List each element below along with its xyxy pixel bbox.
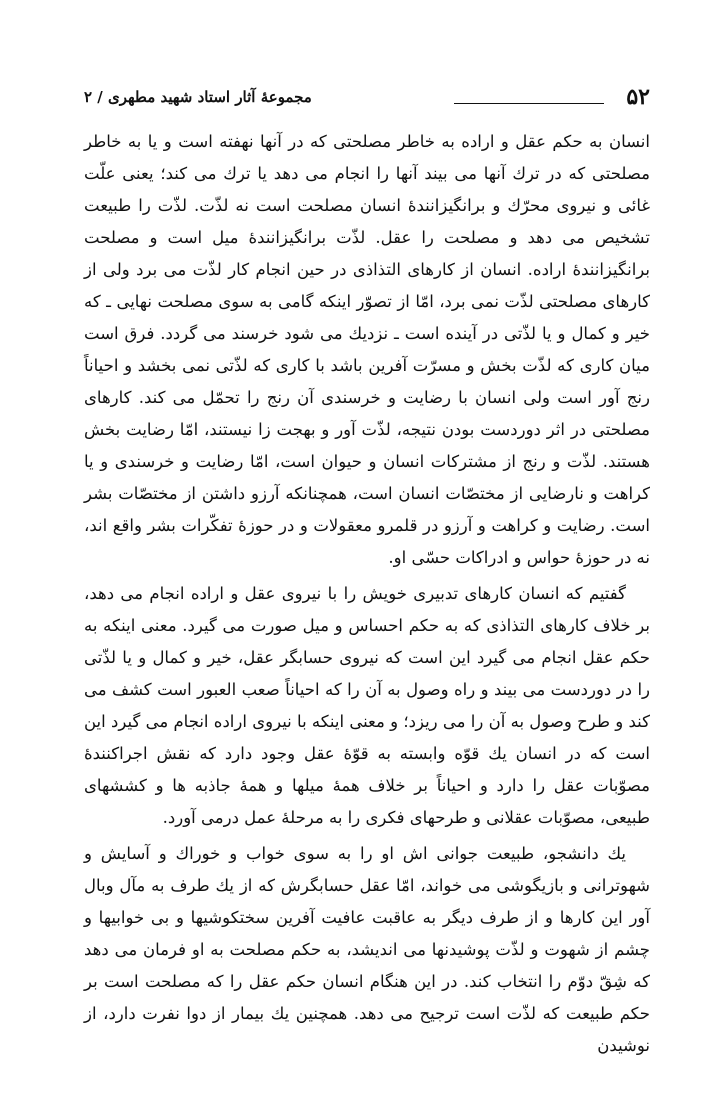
paragraph: یك دانشجو، طبیعت جوانی اش او را به سوی خواب و خوراك و آسایش و شهوترانی و بازیگوشی می خواند، امّا عقل حسابگرش که از یك طرف به مآل وبال آور این کارها و از طرف دیگر به عاقبت عافیت آفرین سختکوشیها و بی خوابیها و چشم از شهوت و لذّت پوشیدنها می اندیشد، به حکم مصلحت به او فرمان می دهد که شِقّ دوّم را انتخاب کند. در این هنگام انسان حکم عقل را که مصلحت است بر حکم طبیعت که لذّت است ترجیح می دهد. همچنین یك بیمار از دوا نفرت دارد، از نوشیدن — [84, 844, 650, 1055]
page-header — [84, 84, 650, 114]
header-rule — [454, 103, 604, 104]
paragraph: گفتیم که انسان کارهای تدبیری خویش را با نیروی عقل و اراده انجام می دهد، بر خلاف کارهای التذاذی که به حکم احساس و میل صورت می گیرد. معنی اینکه به حکم عقل انجام می گیرد این است که نیروی حسابگر عقل، خیر و کمال و یا لذّتی را در دوردست می بیند و راه وصول به آن را که احیاناً صعب العبور است کشف می کند و طرح وصول به آن را می ریزد؛ و معنی اینکه با نیروی اراده انجام می گیرد این است که در انسان یك قوّه وابسته به قوّهٔ عقل وجود دارد که نقش اجراکنندهٔ مصوّبات عقل را دارد و احیاناً بر خلاف همهٔ میلها و همهٔ جاذبه ها و کششهای طبیعی، مصوّبات عقلانی و طرحهای فکری را به مرحلهٔ عمل درمی آورد. — [84, 584, 650, 827]
paragraph: انسان به حکم عقل و اراده به خاطر مصلحتی که در آنها نهفته است و یا به خاطر مصلحتی که در ترك آنها می بیند آنها را انجام می دهد یا ترك می کند؛ یعنی علّت غائی و نیروی محرّك و برانگیزانندهٔ انسان مصلحت است نه لذّت. لذّت را طبیعت تشخیص می دهد و مصلحت را عقل. لذّت برانگیزانندهٔ میل است و مصلحت برانگیزانندهٔ اراده. انسان از کارهای التذاذی در حین انجام کار لذّت می برد ولی از کارهای مصلحتی لذّت نمی برد، امّا از تصوّر اینکه گامی به سوی مصلحت نهایی ـ که خیر و کمال و یا لذّتی در آینده است ـ نزدیك می شود خرسند می گردد. فرق است میان کاری که لذّت بخش و مسرّت آفرین باشد با کاری که لذّتی نمی بخشد و احیاناً رنج آور است ولی انسان با رضایت و خرسندی آن رنج را تحمّل می کند. کارهای مصلحتی در اثر دوردست بودن نتیجه، لذّت آور و بهجت زا نیستند، امّا رضایت بخش هستند. لذّت و رنج از مشترکات انسان و حیوان است، امّا رضایت و خرسندی و یا کراهت و نارضایی از مختصّات انسان است، همچنانکه آرزو داشتن از مختصّات بشر است. رضایت و کراهت و آرزو در قلمرو معقولات و در حوزهٔ تفکّرات بشر واقع اند، نه در حوزهٔ حواس و ادراکات حسّی او. — [84, 132, 650, 567]
page-number: ۵۲ — [626, 84, 650, 110]
body-text — [84, 126, 650, 1066]
running-title: مجموعهٔ آثار استاد شهید مطهری / ۲ — [84, 88, 312, 106]
